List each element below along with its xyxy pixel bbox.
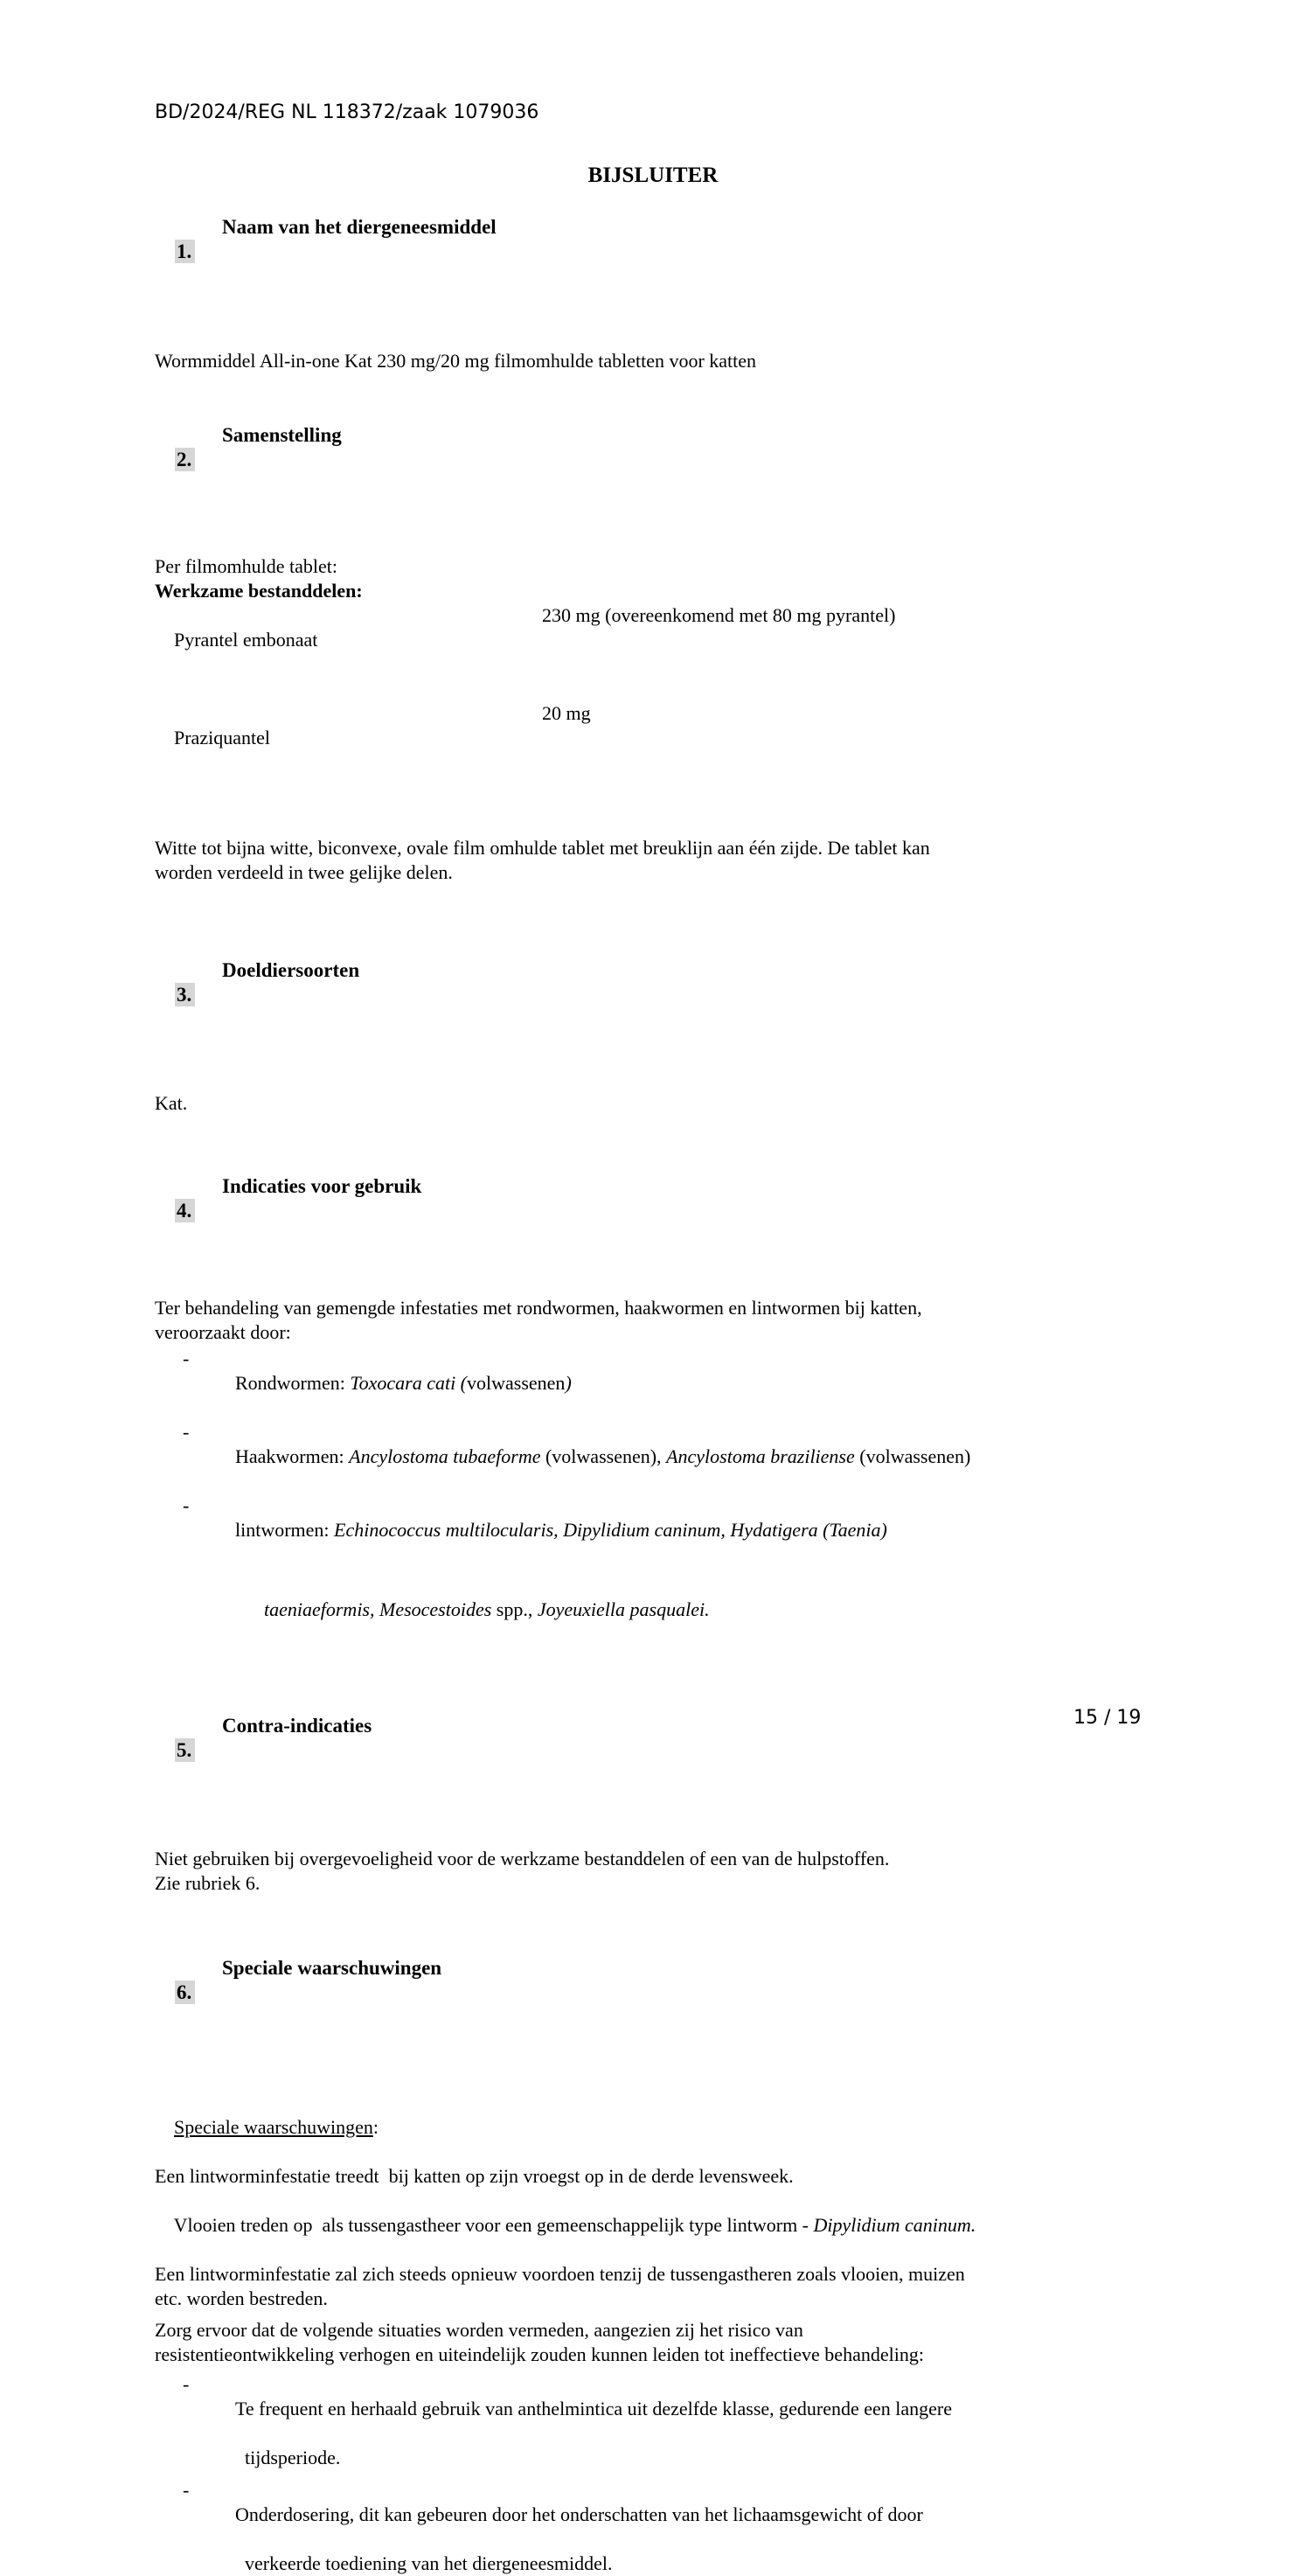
bullet-dash: -: [183, 1347, 190, 1369]
section-5-heading: [155, 1714, 1189, 1812]
section-3-number: 3.: [175, 983, 195, 1006]
page-number: 15 / 19: [1073, 1707, 1142, 1729]
species-name: Toxocara cati (: [350, 1372, 468, 1394]
bullet-dash: -: [183, 2373, 190, 2395]
warning-item-frequent-use-continued: tijdsperiode.: [245, 2447, 341, 2468]
ingredient-amount: 20 mg: [542, 702, 591, 724]
tablet-description-line-1: Witte tot bijna witte, biconvexe, ovale film omhulde tablet met breuklijn aan één zijde. De tablet kan: [155, 837, 930, 859]
section-1-title: Naam van het diergeneesmiddel: [222, 216, 497, 238]
species-name: Dipylidium caninum.: [813, 2214, 976, 2236]
section-6-heading: [155, 1956, 1189, 2054]
section-3-heading: [155, 958, 1189, 1056]
indications-intro-line-1: Ter behandeling van gemengde infestaties met rondwormen, haakwormen en lintwormen bij katten,: [155, 1297, 922, 1319]
section-6-number: 6.: [175, 1981, 195, 2004]
document-header-reference: BD/2024/REG NL 118372/zaak 1079036: [155, 101, 539, 123]
species-name: taeniaeformis, Mesocestoides: [264, 1598, 492, 1620]
indication-text: lintwormen:: [235, 1519, 335, 1541]
species-name: ): [565, 1372, 572, 1394]
section-2-title: Samenstelling: [222, 424, 342, 446]
indication-text: spp.,: [491, 1598, 538, 1620]
section-4-heading: [155, 1174, 1189, 1272]
indication-item-hookworms: [155, 1420, 1189, 1493]
species-name: Echinococcus multilocularis, Dipylidium caninum, Hydatigera (Taenia): [334, 1519, 887, 1541]
composition-row: [155, 603, 1189, 701]
section-2-number: 2.: [175, 448, 195, 471]
composition-row: [155, 701, 1189, 799]
warning-item-frequent-use: [155, 2372, 1189, 2446]
bullet-dash: -: [183, 1494, 190, 1516]
warnings-subhead: [155, 2091, 1189, 2164]
product-name: Wormmiddel All-in-one Kat 230 mg/20 mg filmomhulde tabletten voor katten: [155, 350, 757, 372]
page-title: BIJSLUITER: [587, 164, 719, 187]
species-name: Joyeuxiella pasqualei.: [537, 1598, 710, 1620]
section-4-number: 4.: [175, 1199, 195, 1222]
contraindications-line-2: Zie rubriek 6.: [155, 1872, 261, 1894]
composition-subhead: Werkzame bestanddelen:: [155, 580, 363, 602]
indications-intro-line-2: veroorzaakt door:: [155, 1321, 291, 1343]
warnings-subhead-text: Speciale waarschuwingen: [174, 2116, 373, 2138]
warning-item-underdosing-continued: verkeerde toediening van het diergeneesmiddel.: [245, 2552, 613, 2574]
warnings-subhead-colon: :: [372, 2116, 379, 2138]
species-name: Ancylostoma tubaeforme: [349, 1445, 541, 1467]
warnings-line-6: resistentieontwikkeling verhogen en uiteindelijk zouden kunnen leiden tot ineffectieve behandeling:: [155, 2343, 924, 2365]
indication-text: Haakwormen:: [235, 1445, 350, 1467]
section-2-heading: [155, 423, 1189, 521]
target-species: Kat.: [155, 1092, 188, 1114]
tablet-description-line-2: worden verdeeld in twee gelijke delen.: [155, 861, 453, 883]
section-6-title: Speciale waarschuwingen: [222, 1957, 442, 1979]
indication-item-tapeworms-continued: [155, 1573, 1189, 1647]
section-1-number: 1.: [175, 240, 195, 263]
indication-text: Rondwormen:: [235, 1372, 351, 1394]
bullet-dash: -: [183, 2479, 190, 2501]
indication-text: volwassenen: [467, 1372, 566, 1394]
indication-item-roundworms: [155, 1347, 1189, 1420]
section-5-number: 5.: [175, 1738, 195, 1762]
composition-intro: Per filmomhulde tablet:: [155, 555, 337, 577]
ingredient-name: Praziquantel: [174, 727, 270, 748]
contraindications-line-1: Niet gebruiken bij overgevoeligheid voor de werkzame bestanddelen of een van de hulpstoffen.: [155, 1848, 890, 1869]
indication-item-tapeworms: [155, 1493, 1189, 1567]
bullet-dash: -: [183, 1421, 190, 1443]
warnings-line-4: etc. worden bestreden.: [155, 2287, 328, 2309]
warning-text: Te frequent en herhaald gebruik van anthelmintica uit dezelfde klasse, gedurende een langere: [235, 2398, 953, 2419]
section-4-title: Indicaties voor gebruik: [222, 1175, 422, 1197]
species-name: Ancylostoma braziliense: [666, 1445, 855, 1467]
warnings-line-1: Een lintworminfestatie treedt bij katten op zijn vroegst op in de derde levensweek.: [155, 2165, 794, 2187]
indication-text: (volwassenen): [854, 1445, 971, 1467]
ingredient-name: Pyrantel embonaat: [174, 629, 318, 651]
warnings-line-5: Zorg ervoor dat de volgende situaties worden vermeden, aangezien zij het risico van: [155, 2319, 803, 2341]
warning-item-underdosing: [155, 2478, 1189, 2552]
warning-text: Onderdosering, dit kan gebeuren door het onderschatten van het lichaamsgewicht of door: [235, 2503, 923, 2525]
warnings-line-3: Een lintworminfestatie zal zich steeds opnieuw voordoen tenzij de tussengastheren zoals vlooien, muizen: [155, 2263, 965, 2285]
section-1-heading: [155, 215, 1189, 313]
section-3-title: Doeldiersoorten: [222, 959, 360, 981]
ingredient-amount: 230 mg (overeenkomend met 80 mg pyrantel): [542, 604, 896, 626]
warnings-line-2: [155, 2189, 1189, 2262]
warnings-text: Vlooien treden op als tussengastheer voor een gemeenschappelijk type lintworm -: [173, 2214, 814, 2236]
section-5-title: Contra-indicaties: [222, 1715, 372, 1737]
indication-text: (volwassenen),: [540, 1445, 667, 1467]
